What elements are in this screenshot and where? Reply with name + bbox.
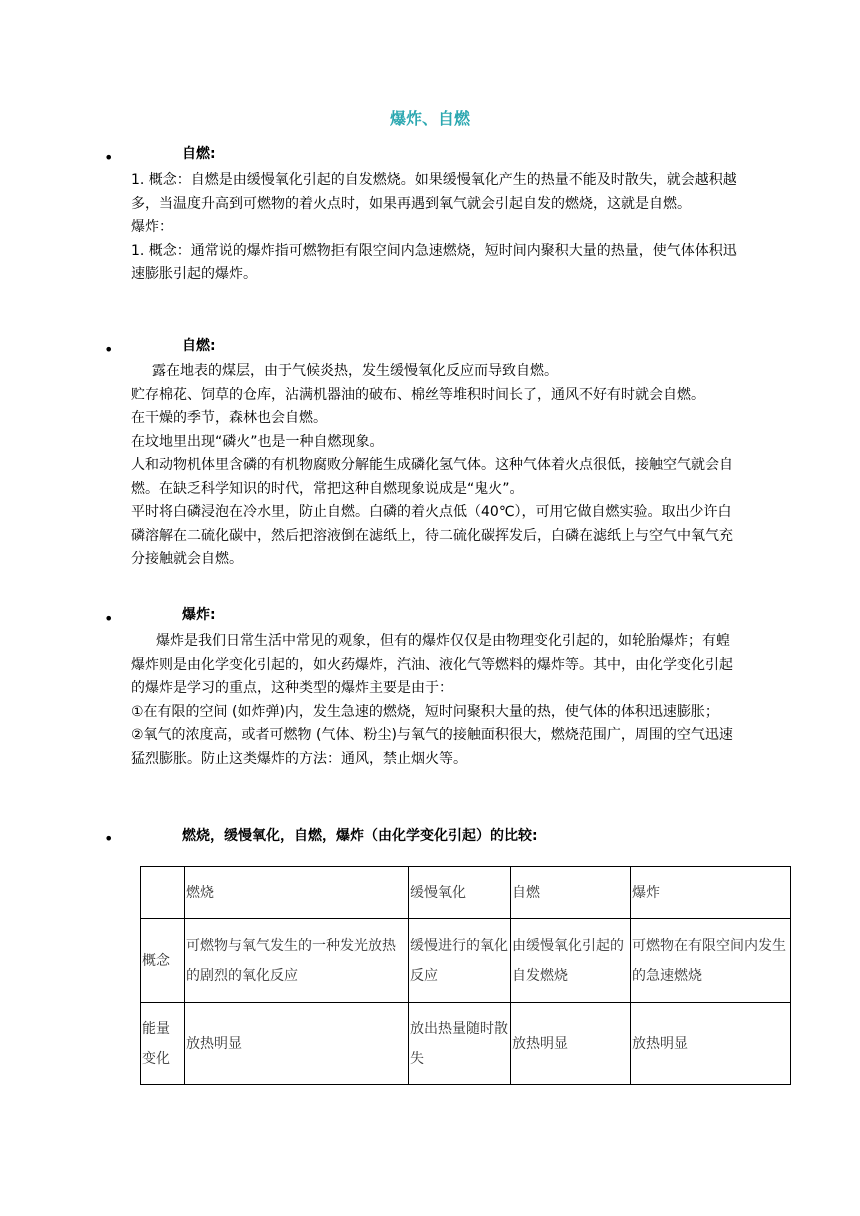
section-1-body <box>131 169 741 287</box>
section-2-para-6: 平时将白磷浸泡在冷水里，防止自燃。白磷的着火点低（40℃），可用它做自燃实验。取出少许白磷溶解在二硫化碳中，然后把溶液倒在滤纸上，待二硫化碳挥发后，白磷在滤纸上与空气中氧气充分接触就会自燃。 <box>131 504 733 567</box>
page-title: 爆炸、自燃 <box>389 109 470 128</box>
section-4-heading: 燃烧，缓慢氧化，自燃，爆炸（由化学变化引起）的比较: <box>182 828 538 844</box>
section-1-heading: 自燃: <box>182 146 216 162</box>
section-2-para-5: 人和动物机体里含磷的有机物腐败分解能生成磷化氢气体。这种气体着火点很低，接触空气就会自燃。在缺乏科学知识的时代，常把这种自燃现象说成是“鬼火”。 <box>131 457 733 497</box>
table-cell: 可燃物在有限空间内发生的急速燃烧 <box>631 919 791 1003</box>
section-2-para-3: 在干燥的季节，森林也会自燃。 <box>131 410 327 426</box>
table-cell: 缓慢进行的氧化反应 <box>409 919 511 1003</box>
section-3-para-3: ②氧气的浓度高，或者可燃物 (气体、粉尘)与氧气的接触面积很大，燃烧范围广，周围的空气迅速猛烈膨胀。防止这类爆炸的方法：通风，禁止烟火等。 <box>131 727 733 767</box>
bullet-4: • <box>104 829 114 848</box>
table-cell: 能量变化 <box>141 1003 185 1085</box>
section-2-para-4: 在坟地里出现“磷火”也是一种自燃现象。 <box>131 433 384 450</box>
section-1-para-2: 爆炸： <box>131 219 173 235</box>
table-cell: 概念 <box>141 919 185 1003</box>
section-2-body <box>131 360 741 572</box>
table-header-row <box>141 867 791 919</box>
table-row <box>141 919 791 1003</box>
table-cell: 放热明显 <box>631 1003 791 1085</box>
section-3-body <box>131 630 741 771</box>
section-2-para-2: 贮存棉花、饲草的仓库，沾满机器油的破布、棉丝等堆积时间长了，通风不好有时就会自燃。 <box>131 386 705 403</box>
table-cell: 由缓慢氧化引起的自发燃烧 <box>511 919 631 1003</box>
section-2-heading: 自燃: <box>182 338 216 354</box>
section-2-para-1: 露在地表的煤层，由于气候炎热，发生缓慢氧化反应而导致自燃。 <box>152 363 558 379</box>
table-header-cell: 缓慢氧化 <box>409 867 511 919</box>
bullet-1: • <box>104 148 114 167</box>
table-cell: 放热明显 <box>511 1003 631 1085</box>
section-1-para-3: 1. 概念：通常说的爆炸指可燃物拒有限空间内急速燃烧，短时间内聚积大量的热量，使气体体积迅速膨胀引起的爆炸。 <box>131 242 737 282</box>
table-cell: 放出热量随时散失 <box>409 1003 511 1085</box>
section-3-para-1: 爆炸是我们日常生活中常见的观象，但有的爆炸仅仅是由物理变化引起的，如轮胎爆炸；有蝗爆炸则是由化学变化引起的，如火药爆炸，汽油、液化气等燃料的爆炸等。其中，由化学变化引起的爆炸是学习的重点，这种类型的爆炸主要是由于： <box>131 633 733 696</box>
table-header-cell: 自燃 <box>511 867 631 919</box>
table-row <box>141 1003 791 1085</box>
section-1-para-1: 1. 概念：自燃是由缓慢氧化引起的自发燃烧。如果缓慢氧化产生的热量不能及时散失，就会越积越多，当温度升高到可燃物的着火点时，如果再遇到氧气就会引起自发的燃烧，这就是自燃。 <box>131 172 737 212</box>
section-3-para-2: ①在有限的空间 (如炸弹)内，发生急速的燃烧，短时问聚积大量的热，使气体的体积迅速膨胀； <box>131 703 719 720</box>
comparison-table <box>140 866 791 1085</box>
table-header-cell: 爆炸 <box>631 867 791 919</box>
table-header-cell <box>141 867 185 919</box>
section-3-heading: 爆炸: <box>182 607 216 623</box>
bullet-3: • <box>104 609 114 628</box>
bullet-2: • <box>104 340 114 359</box>
table-header-cell: 燃烧 <box>185 867 409 919</box>
table-cell: 可燃物与氧气发生的一种发光放热的剧烈的氧化反应 <box>185 919 409 1003</box>
table-cell: 放热明显 <box>185 1003 409 1085</box>
